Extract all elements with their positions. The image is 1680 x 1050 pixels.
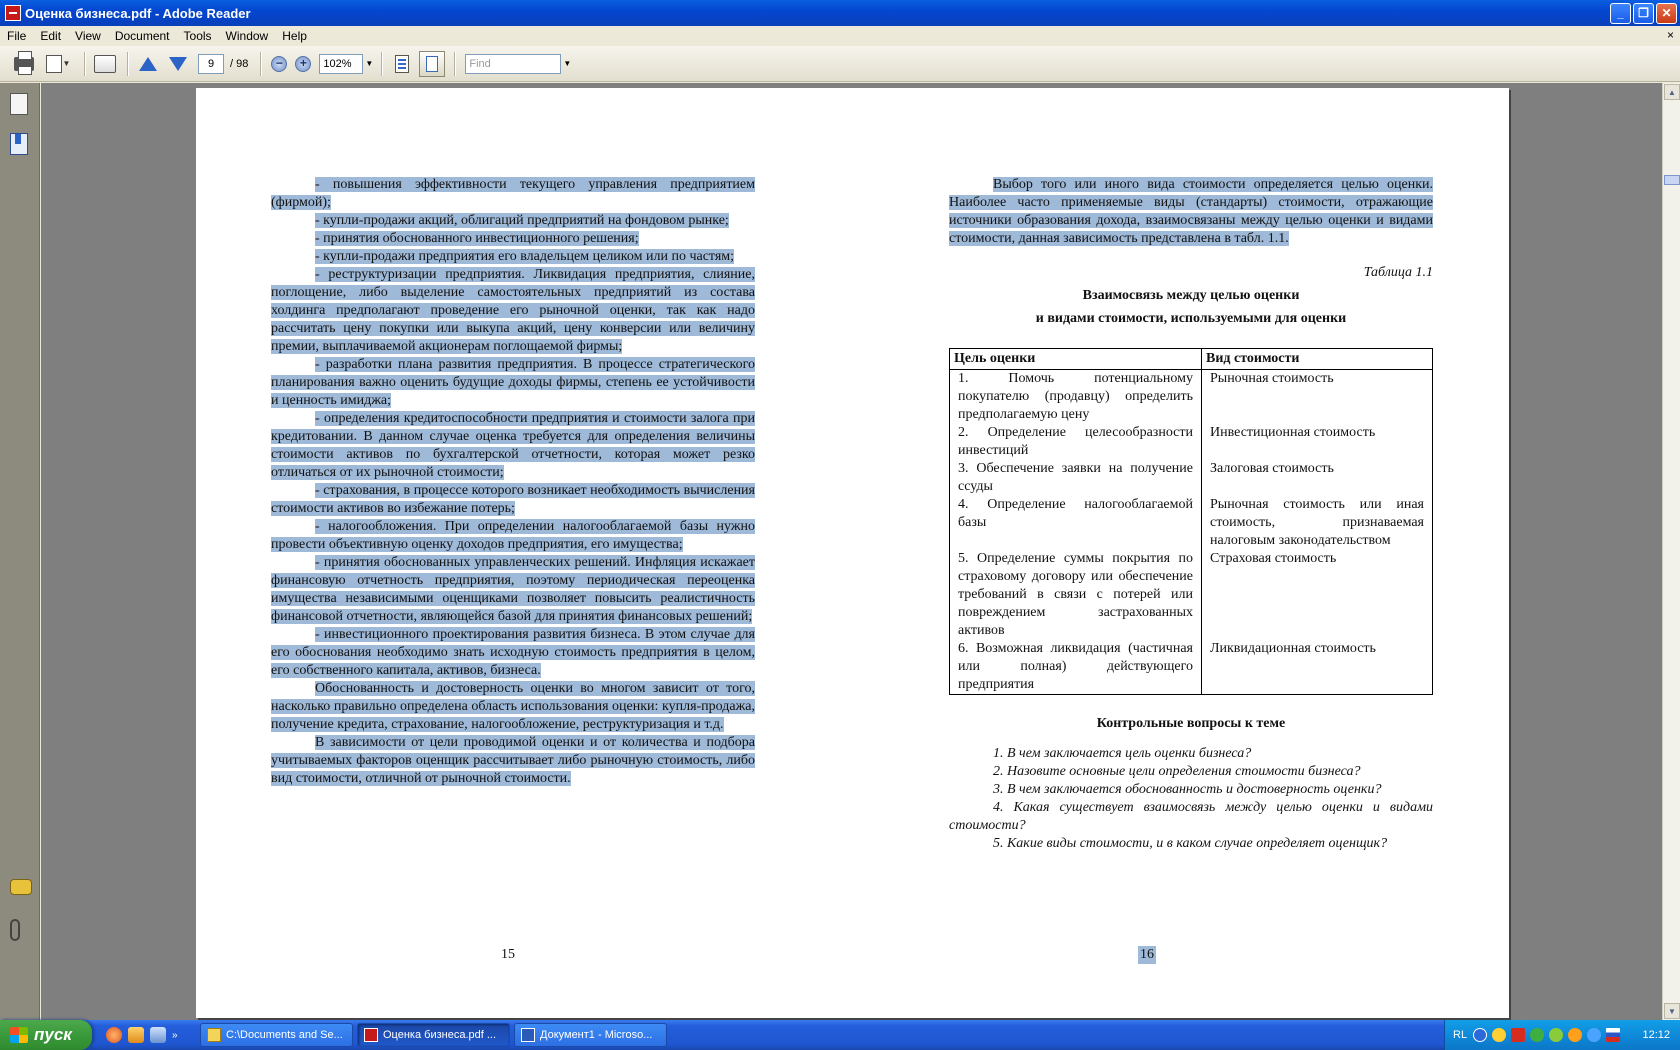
- close-button[interactable]: ✕: [1656, 3, 1677, 24]
- menu-bar: [0, 26, 1680, 46]
- toolbar-separator: [84, 52, 85, 76]
- table-cell: 1. Помочь потенциальному покупателю (продавцу) определить предполагаемую цену: [950, 370, 1202, 425]
- paragraph: - налогообложения. При определении налогооблагаемой базы нужно провести объективную оценку доходов предприятия, его имущества;: [271, 519, 755, 552]
- list-item: 2. Назовите основные цели определения стоимости бизнеса?: [993, 764, 1361, 779]
- clock[interactable]: 12:12: [1642, 1029, 1670, 1041]
- paragraph: - купли-продажи предприятия его владельцем целиком или по частям;: [315, 249, 735, 264]
- zoom-dropdown-icon[interactable]: ▼: [365, 59, 374, 68]
- intro-paragraph: Выбор того или иного вида стоимости определяется целью оценки. Наиболее часто применяемые виды (стандарты) стоимости, отражающие источники образования дохода, взаимосвязаны между целью оценки и видами стоимости, данная зависимость представлена в табл. 1.1.: [949, 177, 1433, 246]
- pages-icon[interactable]: [10, 93, 28, 115]
- table-cell: Страховая стоимость: [1202, 550, 1433, 640]
- title-bar: [0, 0, 1680, 26]
- toolbar-separator: [381, 52, 382, 76]
- menu-window[interactable]: Window: [225, 29, 269, 43]
- taskbar-item-adobe-reader[interactable]: [357, 1023, 510, 1047]
- paragraph: - повышения эффективности текущего управления предприятием (фирмой);: [271, 177, 755, 210]
- table-cell: Инвестиционная стоимость: [1202, 424, 1433, 460]
- paragraph: - определения кредитоспособности предприятия и стоимости залога при кредитовании. В данном случае оценка требуется для определения величины стоимости активов по бухгалтерской отчетности, которая может резко отличаться от их рыночной стоимости;: [271, 411, 755, 480]
- document-close-icon[interactable]: ×: [1666, 28, 1674, 42]
- paragraph: - страхования, в процессе которого возникает необходимость вычисления стоимости активов во избежание потерь;: [271, 483, 755, 516]
- bookmarks-icon[interactable]: [10, 133, 28, 155]
- vertical-scrollbar[interactable]: [1662, 83, 1680, 1020]
- restore-button[interactable]: ❐: [1633, 3, 1654, 24]
- navigation-panel: [0, 83, 40, 1020]
- table-row: [950, 460, 1433, 496]
- tray-app-icon[interactable]: [1492, 1028, 1506, 1042]
- table-caption: Таблица 1.1: [1363, 265, 1433, 280]
- paragraph: - реструктуризации предприятия. Ликвидация предприятия, слияние, поглощение, либо выделение самостоятельных предприятий из состава холдинга предполагают проведение его рыночной оценки, так как надо рассчитать цену покупки или выкупа акций, цену конверсии или величину премии, выплачиваемой акционерам поглощаемой фирмы;: [271, 267, 755, 354]
- arrow-up-icon: [139, 57, 157, 71]
- taskbar-item-label: C:\Documents and Se...: [226, 1029, 343, 1041]
- show-desktop-icon[interactable]: [150, 1027, 166, 1043]
- table-cell: 6. Возможная ликвидация (частичная или полная) действующего предприятия: [950, 640, 1202, 695]
- quick-launch-more-icon[interactable]: »: [172, 1029, 178, 1041]
- table-row: [950, 550, 1433, 640]
- table-cell: Рыночная стоимость: [1202, 370, 1433, 425]
- start-label: пуск: [34, 1025, 72, 1044]
- find-input[interactable]: Find: [465, 54, 561, 74]
- fit-page-button[interactable]: [388, 51, 416, 77]
- table-cell: 4. Определение налогооблагаемой базы: [950, 496, 1202, 550]
- paragraph: - инвестиционного проектирования развития бизнеса. В этом случае для его обоснования необходимо знать исходную стоимость предприятия в целом, его собственного капитала, активов, бизнеса.: [271, 627, 755, 678]
- menu-document[interactable]: Document: [114, 29, 170, 43]
- chevron-down-icon: ▼: [62, 59, 71, 68]
- page-number-input[interactable]: 9: [198, 54, 224, 74]
- printer-icon: [14, 57, 34, 71]
- section-title: Контрольные вопросы к теме: [1096, 716, 1286, 731]
- attachment-icon[interactable]: [10, 919, 20, 941]
- window-title: Оценка бизнеса.pdf - Adobe Reader: [25, 5, 251, 21]
- taskbar-item-label: Оценка бизнеса.pdf ...: [383, 1029, 497, 1041]
- scroll-down-icon[interactable]: ▼: [1664, 1003, 1680, 1019]
- fit-page-icon: [395, 55, 409, 73]
- table-title-line-2: и видами стоимости, используемыми для оценки: [1035, 311, 1347, 326]
- tray-browser-icon[interactable]: [1568, 1028, 1582, 1042]
- document-view[interactable]: [41, 83, 1662, 1020]
- search-pdf-button[interactable]: [91, 51, 119, 77]
- table-title-line-1: Взаимосвязь между целью оценки: [1082, 288, 1300, 303]
- print-button[interactable]: [10, 51, 38, 77]
- left-page-text: [271, 176, 755, 788]
- table-cell: Залоговая стоимость: [1202, 460, 1433, 496]
- valuation-table: [949, 348, 1433, 695]
- fit-width-icon: [426, 56, 438, 72]
- menu-tools[interactable]: Tools: [183, 29, 212, 43]
- find-dropdown-icon[interactable]: ▼: [563, 59, 572, 68]
- opera-browser-icon[interactable]: [106, 1027, 122, 1043]
- taskbar-item-word[interactable]: [514, 1023, 667, 1047]
- page-total: / 98: [230, 57, 249, 70]
- taskbar-item-label: Документ1 - Microso...: [540, 1029, 653, 1041]
- toolbar-separator: [260, 52, 261, 76]
- zoom-out-icon[interactable]: −: [271, 56, 287, 72]
- table-header-value-type: Вид стоимости: [1202, 349, 1433, 370]
- previous-page-button[interactable]: [134, 51, 162, 77]
- menu-file[interactable]: File: [7, 29, 27, 43]
- right-page-text: [949, 176, 1433, 853]
- paragraph: Обоснованность и достоверность оценки во многом зависит от того, насколько правильно определена область использования оценки: купля-продажа, получение кредита, страхование, налогообложение, реструктуризация и т.д.: [271, 681, 755, 732]
- comments-icon[interactable]: [10, 879, 32, 895]
- table-row: [950, 370, 1433, 425]
- paragraph: В зависимости от цели проводимой оценки и от количества и подбора учитываемых факторов оценщик рассчитывает либо рыночную стоимость, либо вид стоимости, отличной от рыночной стоимости.: [271, 735, 755, 786]
- email-button[interactable]: [40, 51, 76, 77]
- list-item: 5. Какие виды стоимости, и в каком случае определяет оценщик?: [993, 836, 1388, 851]
- start-button[interactable]: [0, 1020, 92, 1050]
- paragraph: - принятия обоснованного инвестиционного решения;: [315, 231, 639, 246]
- scrollbar-thumb[interactable]: [1664, 175, 1680, 185]
- table-row: [950, 640, 1433, 695]
- document-email-icon: [46, 55, 62, 73]
- page-number-right: 16: [1140, 947, 1154, 962]
- word-document-icon: [521, 1028, 535, 1042]
- zoom-in-icon[interactable]: +: [295, 56, 311, 72]
- table-row: [950, 424, 1433, 460]
- arrow-down-icon: [169, 57, 187, 71]
- minimize-button[interactable]: _: [1610, 3, 1631, 24]
- zoom-level-input[interactable]: 102%: [319, 54, 363, 74]
- language-indicator[interactable]: RL: [1453, 1029, 1468, 1041]
- window-controls: [1610, 3, 1677, 24]
- toolbar: [0, 46, 1680, 82]
- paragraph: - разработки плана развития предприятия. В процессе стратегического планирования важно оценить будущие доходы фирмы, степень ее устойчивости и ценность имиджа;: [271, 357, 755, 408]
- table-cell: 2. Определение целесообразности инвестиций: [950, 424, 1202, 460]
- system-tray: [1444, 1020, 1680, 1050]
- messenger-icon[interactable]: [1587, 1028, 1601, 1042]
- page-number-left: 15: [501, 947, 515, 962]
- table-cell: 3. Обеспечение заявки на получение ссуды: [950, 460, 1202, 496]
- menu-edit[interactable]: Edit: [40, 29, 62, 43]
- antivirus-icon[interactable]: [1549, 1028, 1563, 1042]
- table-cell: 5. Определение суммы покрытия по страховому договору или обеспечение требований в связи с потерей или повреждением застрахованных активов: [950, 550, 1202, 640]
- search-document-icon: [94, 55, 116, 73]
- quick-launch: [106, 1027, 196, 1043]
- scroll-up-icon[interactable]: ▲: [1664, 84, 1680, 100]
- table-cell: Ликвидационная стоимость: [1202, 640, 1433, 695]
- menu-help[interactable]: Help: [282, 29, 307, 43]
- taskbar: [0, 1020, 1680, 1050]
- paragraph: - принятия обоснованных управленческих решений. Инфляция искажает финансовую отчетность предприятия, поэтому периодическая переоценка имущества независимыми оценщиками позволяет повысить реалистичность финансовой отчетности, являющейся базой для принятия финансовых решений;: [271, 555, 755, 624]
- russian-flag-icon[interactable]: [1606, 1028, 1620, 1042]
- paragraph: - купли-продажи акций, облигаций предприятий на фондовом рынке;: [315, 213, 729, 228]
- back-arrow-icon[interactable]: [1473, 1028, 1487, 1042]
- windows-flag-icon: [10, 1027, 28, 1043]
- toolbar-separator: [454, 52, 455, 76]
- media-player-icon[interactable]: [128, 1027, 144, 1043]
- folder-icon: [207, 1028, 221, 1042]
- pdf-icon: [364, 1028, 378, 1042]
- list-item: 1. В чем заключается цель оценки бизнеса?: [993, 746, 1252, 761]
- fit-width-button[interactable]: [418, 51, 446, 77]
- network-icon[interactable]: [1530, 1028, 1544, 1042]
- pdf-page-spread: [196, 88, 1509, 1018]
- adobe-reader-icon: [5, 5, 21, 21]
- taskbar-item-explorer[interactable]: [200, 1023, 353, 1047]
- next-page-button[interactable]: [164, 51, 192, 77]
- table-row: [950, 496, 1433, 550]
- list-item: 3. В чем заключается обоснованность и достоверность оценки?: [993, 782, 1382, 797]
- ati-icon[interactable]: [1511, 1028, 1525, 1042]
- toolbar-separator: [127, 52, 128, 76]
- menu-view[interactable]: View: [75, 29, 101, 43]
- list-item: 4. Какая существует взаимосвязь между целью оценки и видами стоимости?: [949, 800, 1433, 833]
- table-cell: Рыночная стоимость или иная стоимость, признаваемая налоговым законодательством: [1202, 496, 1433, 550]
- table-header-goal: Цель оценки: [950, 349, 1202, 370]
- questions-list: [949, 745, 1433, 853]
